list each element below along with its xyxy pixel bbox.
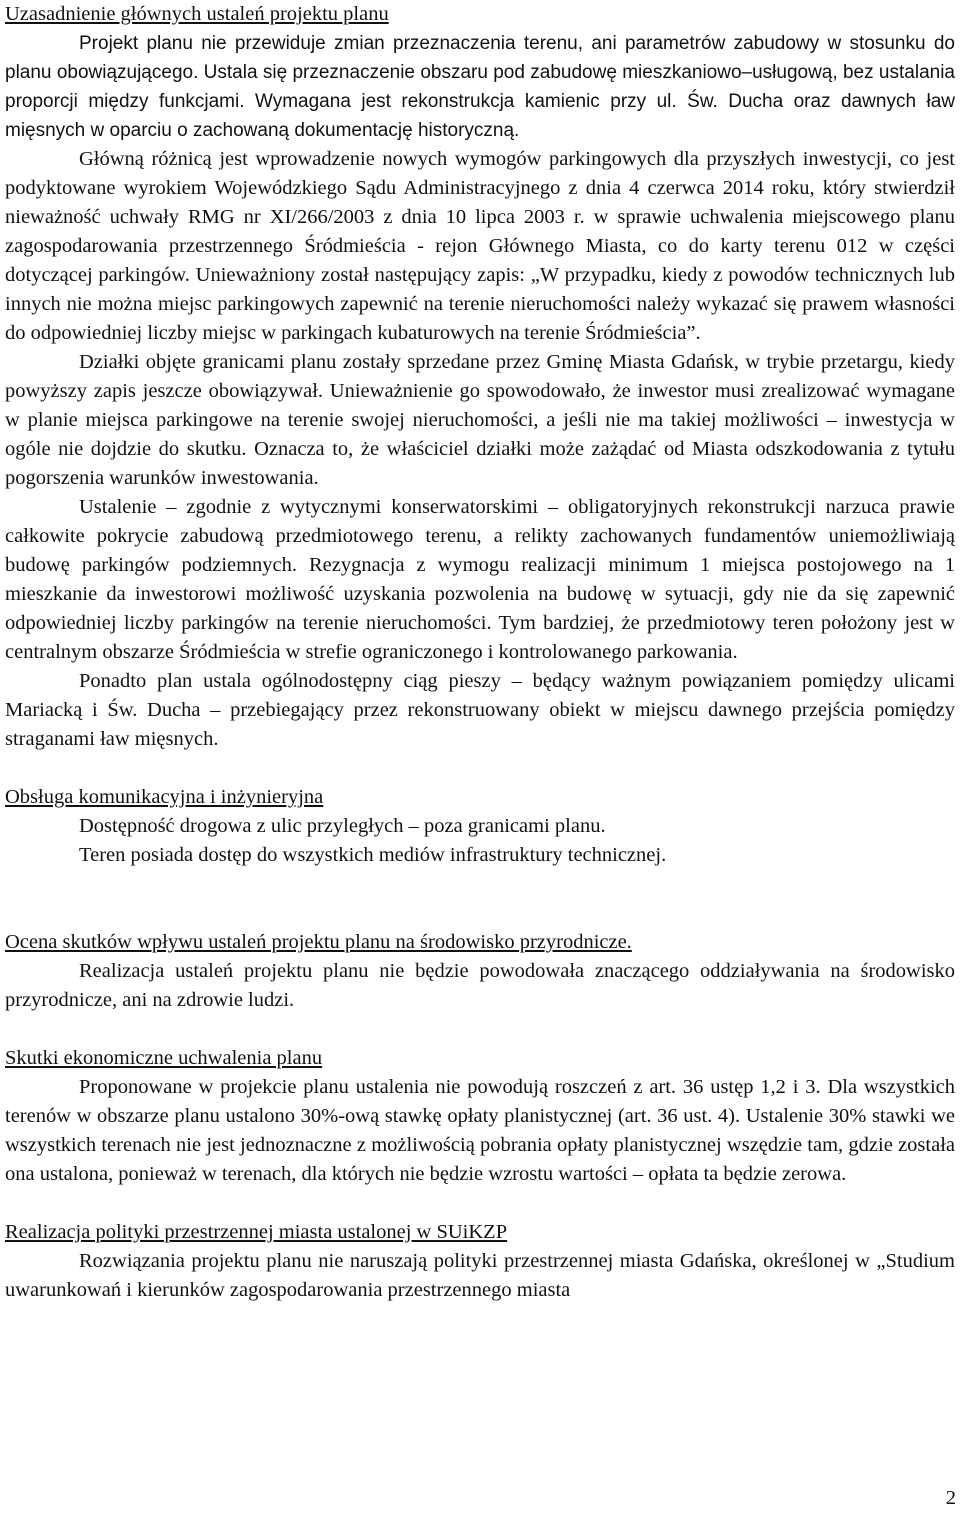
section-heading-justification: Uzasadnienie głównych ustaleń projektu planu	[5, 3, 389, 25]
section-heading-environment: Ocena skutków wpływu ustaleń projektu planu na środowisko przyrodnicze.	[5, 931, 632, 953]
paragraph-zoning: Projekt planu nie przewiduje zmian przeznaczenia terenu, ani parametrów zabudowy w stosunku do planu obowiązującego. Ustala się przeznaczenie obszaru pod zabudowę mieszkaniowo–usługową, bez ustalania proporcji między funkcjami. Wymagana jest rekonstrukcja kamienic przy ul. Św. Ducha oraz dawnych ław mięsnych w oparciu o zachowaną dokumentację historyczną.	[5, 33, 955, 141]
section-heading-spatial-policy: Realizacja polityki przestrzennej miasta ustalonej w SUiKZP	[5, 1221, 508, 1243]
paragraph-environment-impact: Realizacja ustaleń projektu planu nie będzie powodowała znaczącego oddziaływania na środowisko przyrodnicze, ani na zdrowie ludzi.	[5, 960, 955, 1011]
paragraph-spatial-policy: Rozwiązania projektu planu nie naruszają polityki przestrzennej miasta Gdańska, określonej w „Studium uwarunkowań i kierunków zagospodarowania przestrzennego miasta	[5, 1250, 955, 1301]
page-number: 2	[945, 1487, 956, 1509]
paragraph-reconstruction: Ustalenie – zgodnie z wytycznymi konserwatorskimi – obligatoryjnych rekonstrukcji narzuca prawie całkowite pokrycie zabudową przedmiotowego terenu, a relikty zachowanych fundamentów uniemożliwiają budowę parkingów podziemnych. Rezygnacja z wymogu realizacji minimum 1 miejsca postojowego na 1 mieszkanie da inwestorowi możliwość uzyskania pozwolenia na budowę w sytuacji, gdy nie da się zapewnić odpowiedniej liczby parkingów na terenie nieruchomości. Tym bardziej, że przedmiotowy teren położony jest w centralnym obszarze Śródmieścia w strefie ograniczonego i kontrolowanego parkowania.	[5, 496, 955, 663]
paragraph-plot-sale: Działki objęte granicami planu zostały sprzedane przez Gminę Miasta Gdańsk, w trybie przetargu, kiedy powyższy zapis jeszcze obowiązywał. Unieważnienie go spowodowało, że inwestor musi zrealizować wymagane w planie miejsca parkingowe na terenie swojej nieruchomości, a jeśli nie ma takiej możliwości – inwestycja w ogóle nie dojdzie do skutku. Oznacza to, że właściciel działki może zażądać od Miasta odszkodowania z tytułu pogorszenia warunków inwestowania.	[5, 351, 955, 489]
paragraph-pedestrian-route: Ponadto plan ustala ogólnodostępny ciąg pieszy – będący ważnym powiązaniem pomiędzy ulicami Mariacką i Św. Ducha – przebiegający przez rekonstruowany obiekt w miejscu dawnego przejścia pomiędzy straganami ław mięsnych.	[5, 670, 955, 750]
document-page	[5, 0, 955, 1305]
paragraph-parking-requirements: Główną różnicą jest wprowadzenie nowych wymogów parkingowych dla przyszłych inwestycji, co jest podyktowane wyrokiem Wojewódzkiego Sądu Administracyjnego z dnia 4 czerwca 2014 roku, który stwierdził nieważność uchwały RMG nr XI/266/2003 z dnia 10 lipca 2003 r. w sprawie uchwalenia miejscowego planu zagospodarowania przestrzennego Śródmieścia - rejon Głównego Miasta, co do karty terenu 012 w części dotyczącej parkingów. Unieważniony został następujący zapis: „W przypadku, kiedy z powodów technicznych lub innych nie można miejsc parkingowych zapewnić na terenie nieruchomości należy wykazać się prawem własności do odpowiedniej liczby miejsc w parkingach kubaturowych na terenie Śródmieścia”.	[5, 148, 955, 344]
section-heading-transport: Obsługa komunikacyjna i inżynieryjna	[5, 786, 324, 808]
paragraph-economic-effects: Proponowane w projekcie planu ustalenia nie powodują roszczeń z art. 36 ustęp 1,2 i 3. Dla wszystkich terenów w obszarze planu ustalono 30%-ową stawkę opłaty planistycznej (art. 36 ust. 4). Ustalenie 30% stawki we wszystkich terenach nie jest jednoznaczne z możliwością pobrania opłaty planistycznej wszędzie tam, gdzie została ona ustalona, ponieważ w terenach, dla których nie będzie wzrostu wartości – opłata ta będzie zerowa.	[5, 1076, 955, 1185]
paragraph-road-access: Dostępność drogowa z ulic przyległych – poza granicami planu.	[79, 815, 606, 837]
section-heading-economic: Skutki ekonomiczne uchwalenia planu	[5, 1047, 323, 1069]
paragraph-infrastructure: Teren posiada dostęp do wszystkich mediów infrastruktury technicznej.	[79, 844, 667, 866]
